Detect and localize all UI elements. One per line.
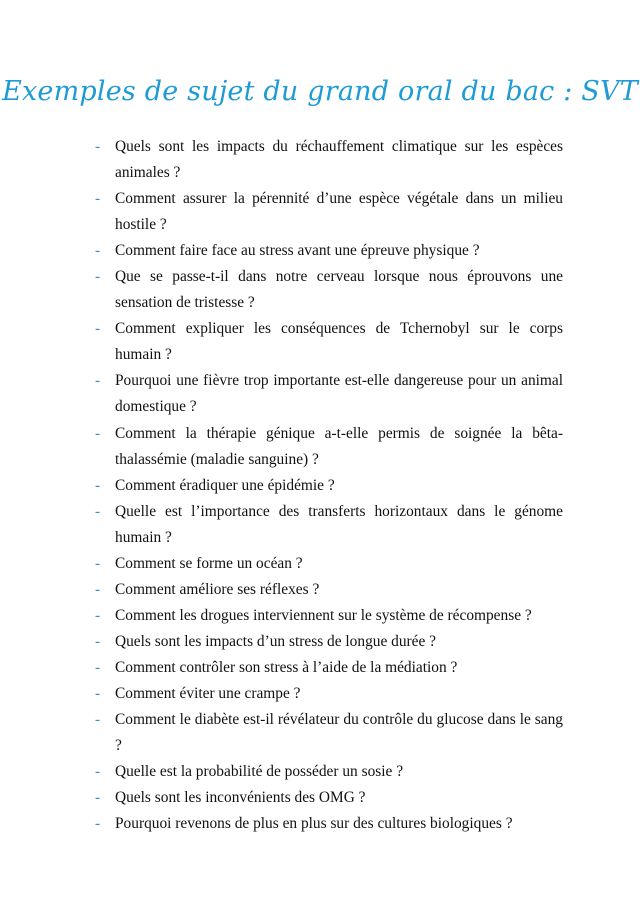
list-item [95, 238, 563, 264]
list-item-text: Comment le diabète est-il révélateur du contrôle du glucose dans le sang ? [115, 711, 563, 755]
list-item-text: Comment éviter une crampe ? [115, 684, 301, 702]
list-item-text: Pourquoi une fièvre trop importante est-elle dangereuse pour un animal domestique ? [115, 372, 563, 416]
bullet-dash: - [95, 242, 101, 260]
bullet-dash: - [95, 424, 101, 442]
list-item-text: Comment les drogues interviennent sur le système de récompense ? [115, 606, 532, 624]
list-item-text: Comment éradiquer une épidémie ? [115, 476, 335, 494]
bullet-dash: - [95, 502, 101, 520]
bullet-dash: - [95, 606, 101, 624]
list-item-text: Quels sont les impacts du réchauffement climatique sur les espèces animales ? [115, 138, 563, 182]
bullet-dash: - [95, 711, 101, 729]
page-title: Exemples de sujet du grand oral du bac : SVT [2, 76, 638, 107]
bullet-dash: - [95, 554, 101, 572]
list-item-text: Quels sont les inconvénients des OMG ? [115, 789, 366, 807]
bullet-dash: - [95, 268, 101, 286]
list-item [95, 707, 563, 759]
list-item-text: Pourquoi revenons de plus en plus sur des cultures biologiques ? [115, 815, 513, 833]
list-item-text: Comment contrôler son stress à l’aide de la médiation ? [115, 658, 458, 676]
list-item [95, 759, 563, 785]
list-item-text: Que se passe-t-il dans notre cerveau lorsque nous éprouvons une sensation de tristesse ? [115, 268, 563, 312]
bullet-dash: - [95, 138, 101, 155]
list-item-text: Comment se forme un océan ? [115, 554, 303, 572]
bullet-dash: - [95, 320, 101, 338]
bullet-dash: - [95, 190, 101, 208]
bullet-dash: - [95, 684, 101, 702]
bullet-dash: - [95, 476, 101, 494]
list-item [95, 551, 563, 577]
bullet-dash: - [95, 763, 101, 781]
list-item [95, 811, 563, 837]
list-item [95, 264, 563, 316]
list-item-text: Quelle est la probabilité de posséder un sosie ? [115, 763, 404, 781]
list-item-text: Quelle est l’importance des transferts horizontaux dans le génome humain ? [115, 502, 563, 546]
list-item [95, 186, 563, 238]
bullet-dash: - [95, 632, 101, 650]
list-item-text: Comment la thérapie génique a-t-elle permis de soignée la bêta-thalassémie (maladie sanguine) ? [115, 424, 563, 468]
list-item [95, 577, 563, 603]
list-item [95, 655, 563, 681]
list-item [95, 681, 563, 707]
bullet-dash: - [95, 372, 101, 390]
list-item-text: Comment expliquer les conséquences de Tchernobyl sur le corps humain ? [115, 320, 563, 364]
topic-list [95, 134, 563, 837]
list-item-text: Comment améliore ses réflexes ? [115, 580, 320, 598]
bullet-dash: - [95, 580, 101, 598]
bullet-dash: - [95, 815, 101, 833]
list-item [95, 629, 563, 655]
list-item [95, 368, 563, 420]
list-item-text: Comment assurer la pérennité d’une espèce végétale dans un milieu hostile ? [115, 190, 563, 234]
list-item [95, 499, 563, 551]
bullet-dash: - [95, 789, 101, 807]
list-item [95, 785, 563, 811]
list-item [95, 134, 563, 186]
list-item [95, 473, 563, 499]
list-item [95, 603, 563, 629]
list-item [95, 316, 563, 368]
bullet-dash: - [95, 658, 101, 676]
list-item [95, 421, 563, 473]
list-item-text: Comment faire face au stress avant une épreuve physique ? [115, 242, 480, 260]
list-item-text: Quels sont les impacts d’un stress de longue durée ? [115, 632, 436, 650]
